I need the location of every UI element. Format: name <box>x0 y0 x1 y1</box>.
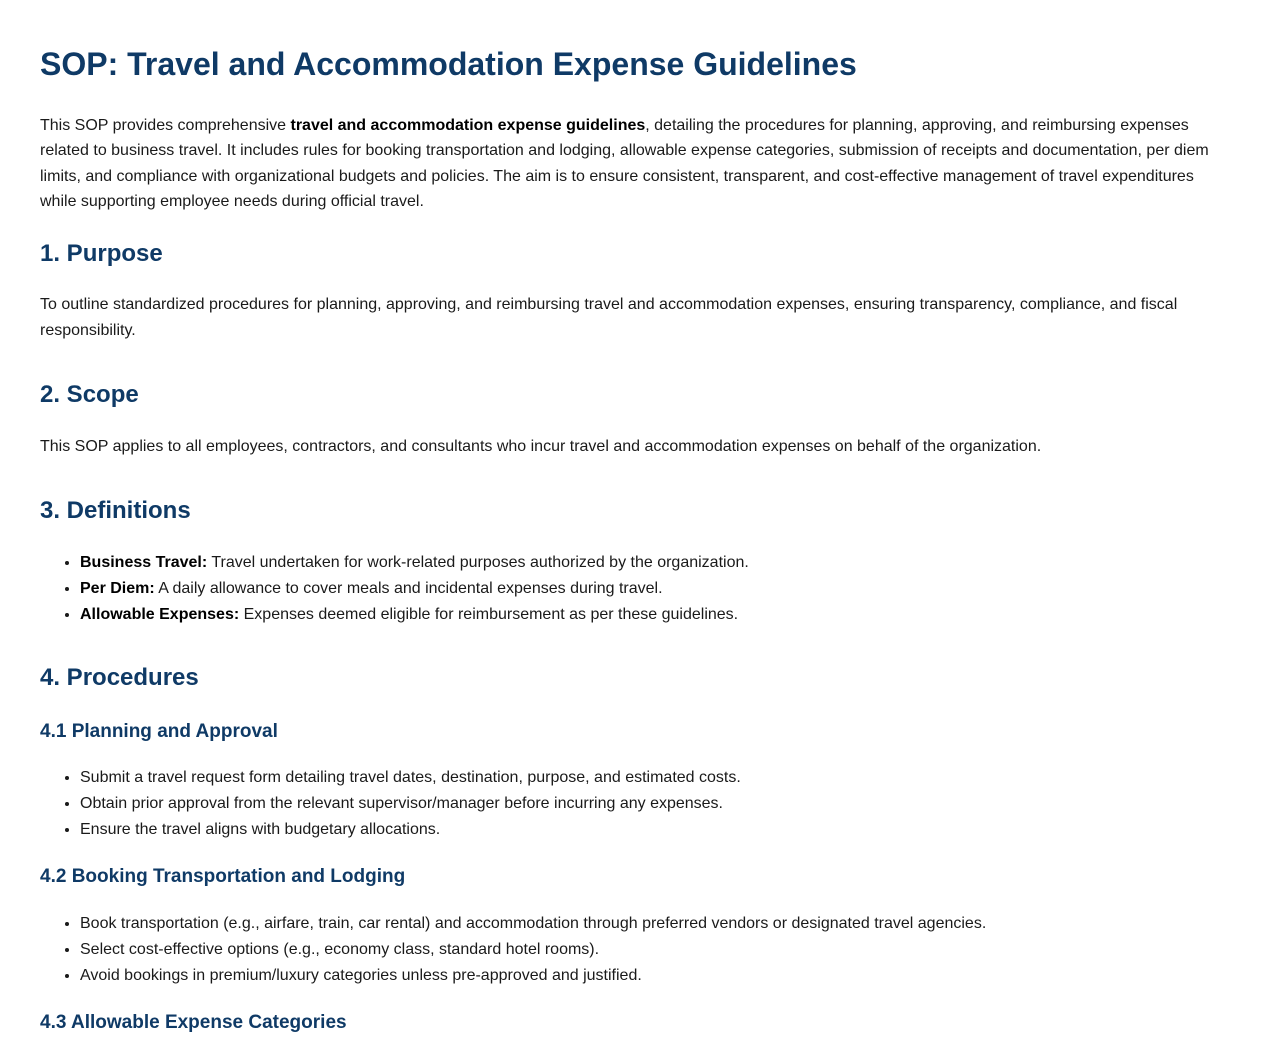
definitions-list <box>40 550 1220 627</box>
scope-heading: 2. Scope <box>40 381 139 408</box>
definition-term: Allowable Expenses: <box>80 605 240 623</box>
list-item: • Obtain prior approval from the relevant supervisor/manager before incurring any expenses. <box>80 791 1220 817</box>
booking-list <box>40 911 1220 988</box>
definition-desc: Travel undertaken for work-related purposes authorized by the organization. <box>207 554 749 571</box>
purpose-text: To outline standardized procedures for planning, approving, and reimbursing travel and accommodation expenses, ensuring transparency, compliance, and fiscal responsibility. <box>40 296 1178 339</box>
definition-term: Per Diem: <box>80 579 155 597</box>
intro-bold-text: travel and accommodation expense guidelines <box>290 117 646 134</box>
definition-term: Business Travel: <box>80 554 208 571</box>
list-item: • Book transportation (e.g., airfare, train, car rental) and accommodation through preferred vendors or designated travel agencies. <box>80 911 1220 937</box>
list-item: • Avoid bookings in premium/luxury categories unless pre-approved and justified. <box>80 963 1220 989</box>
list-item <box>80 550 1220 576</box>
planning-list <box>40 765 1220 842</box>
booking-subheading: 4.2 Booking Transportation and Lodging <box>40 866 406 887</box>
list-item: • Ensure the travel aligns with budgetary allocations. <box>80 817 1220 843</box>
intro-paragraph <box>40 113 1220 215</box>
purpose-heading: 1. Purpose <box>40 240 163 267</box>
scope-text: This SOP applies to all employees, contractors, and consultants who incur travel and accommodation expenses on behalf of the organization. <box>40 438 1042 455</box>
list-item <box>80 602 1220 628</box>
list-item <box>80 576 1220 602</box>
intro-text-start: This SOP provides comprehensive <box>40 117 291 134</box>
definition-desc: Expenses deemed eligible for reimbursement as per these guidelines. <box>239 605 739 623</box>
list-item: • Select cost-effective options (e.g., economy class, standard hotel rooms). <box>80 937 1220 963</box>
planning-subheading: 4.1 Planning and Approval <box>40 721 278 742</box>
list-item: • Submit a travel request form detailing travel dates, destination, purpose, and estimated costs. <box>80 765 1220 791</box>
page-title: SOP: Travel and Accommodation Expense Guidelines <box>40 46 857 82</box>
definitions-heading: 3. Definitions <box>40 497 191 524</box>
allowable-subheading: 4.3 Allowable Expense Categories <box>40 1012 347 1033</box>
procedures-heading: 4. Procedures <box>40 664 199 691</box>
definition-desc: A daily allowance to cover meals and incidental expenses during travel. <box>154 579 663 597</box>
intro-text-end: , detailing the procedures for planning, approving, and reimbursing expenses related to business travel. It includes rules for booking transportation and lodging, allowable expense categories, submission of receipts and documentation, per diem limits, and compliance with organizational budgets and policies. The aim is to ensure consistent, transparent, and cost-effective management of travel expenditures while supporting employee needs during official travel. <box>40 117 1209 211</box>
